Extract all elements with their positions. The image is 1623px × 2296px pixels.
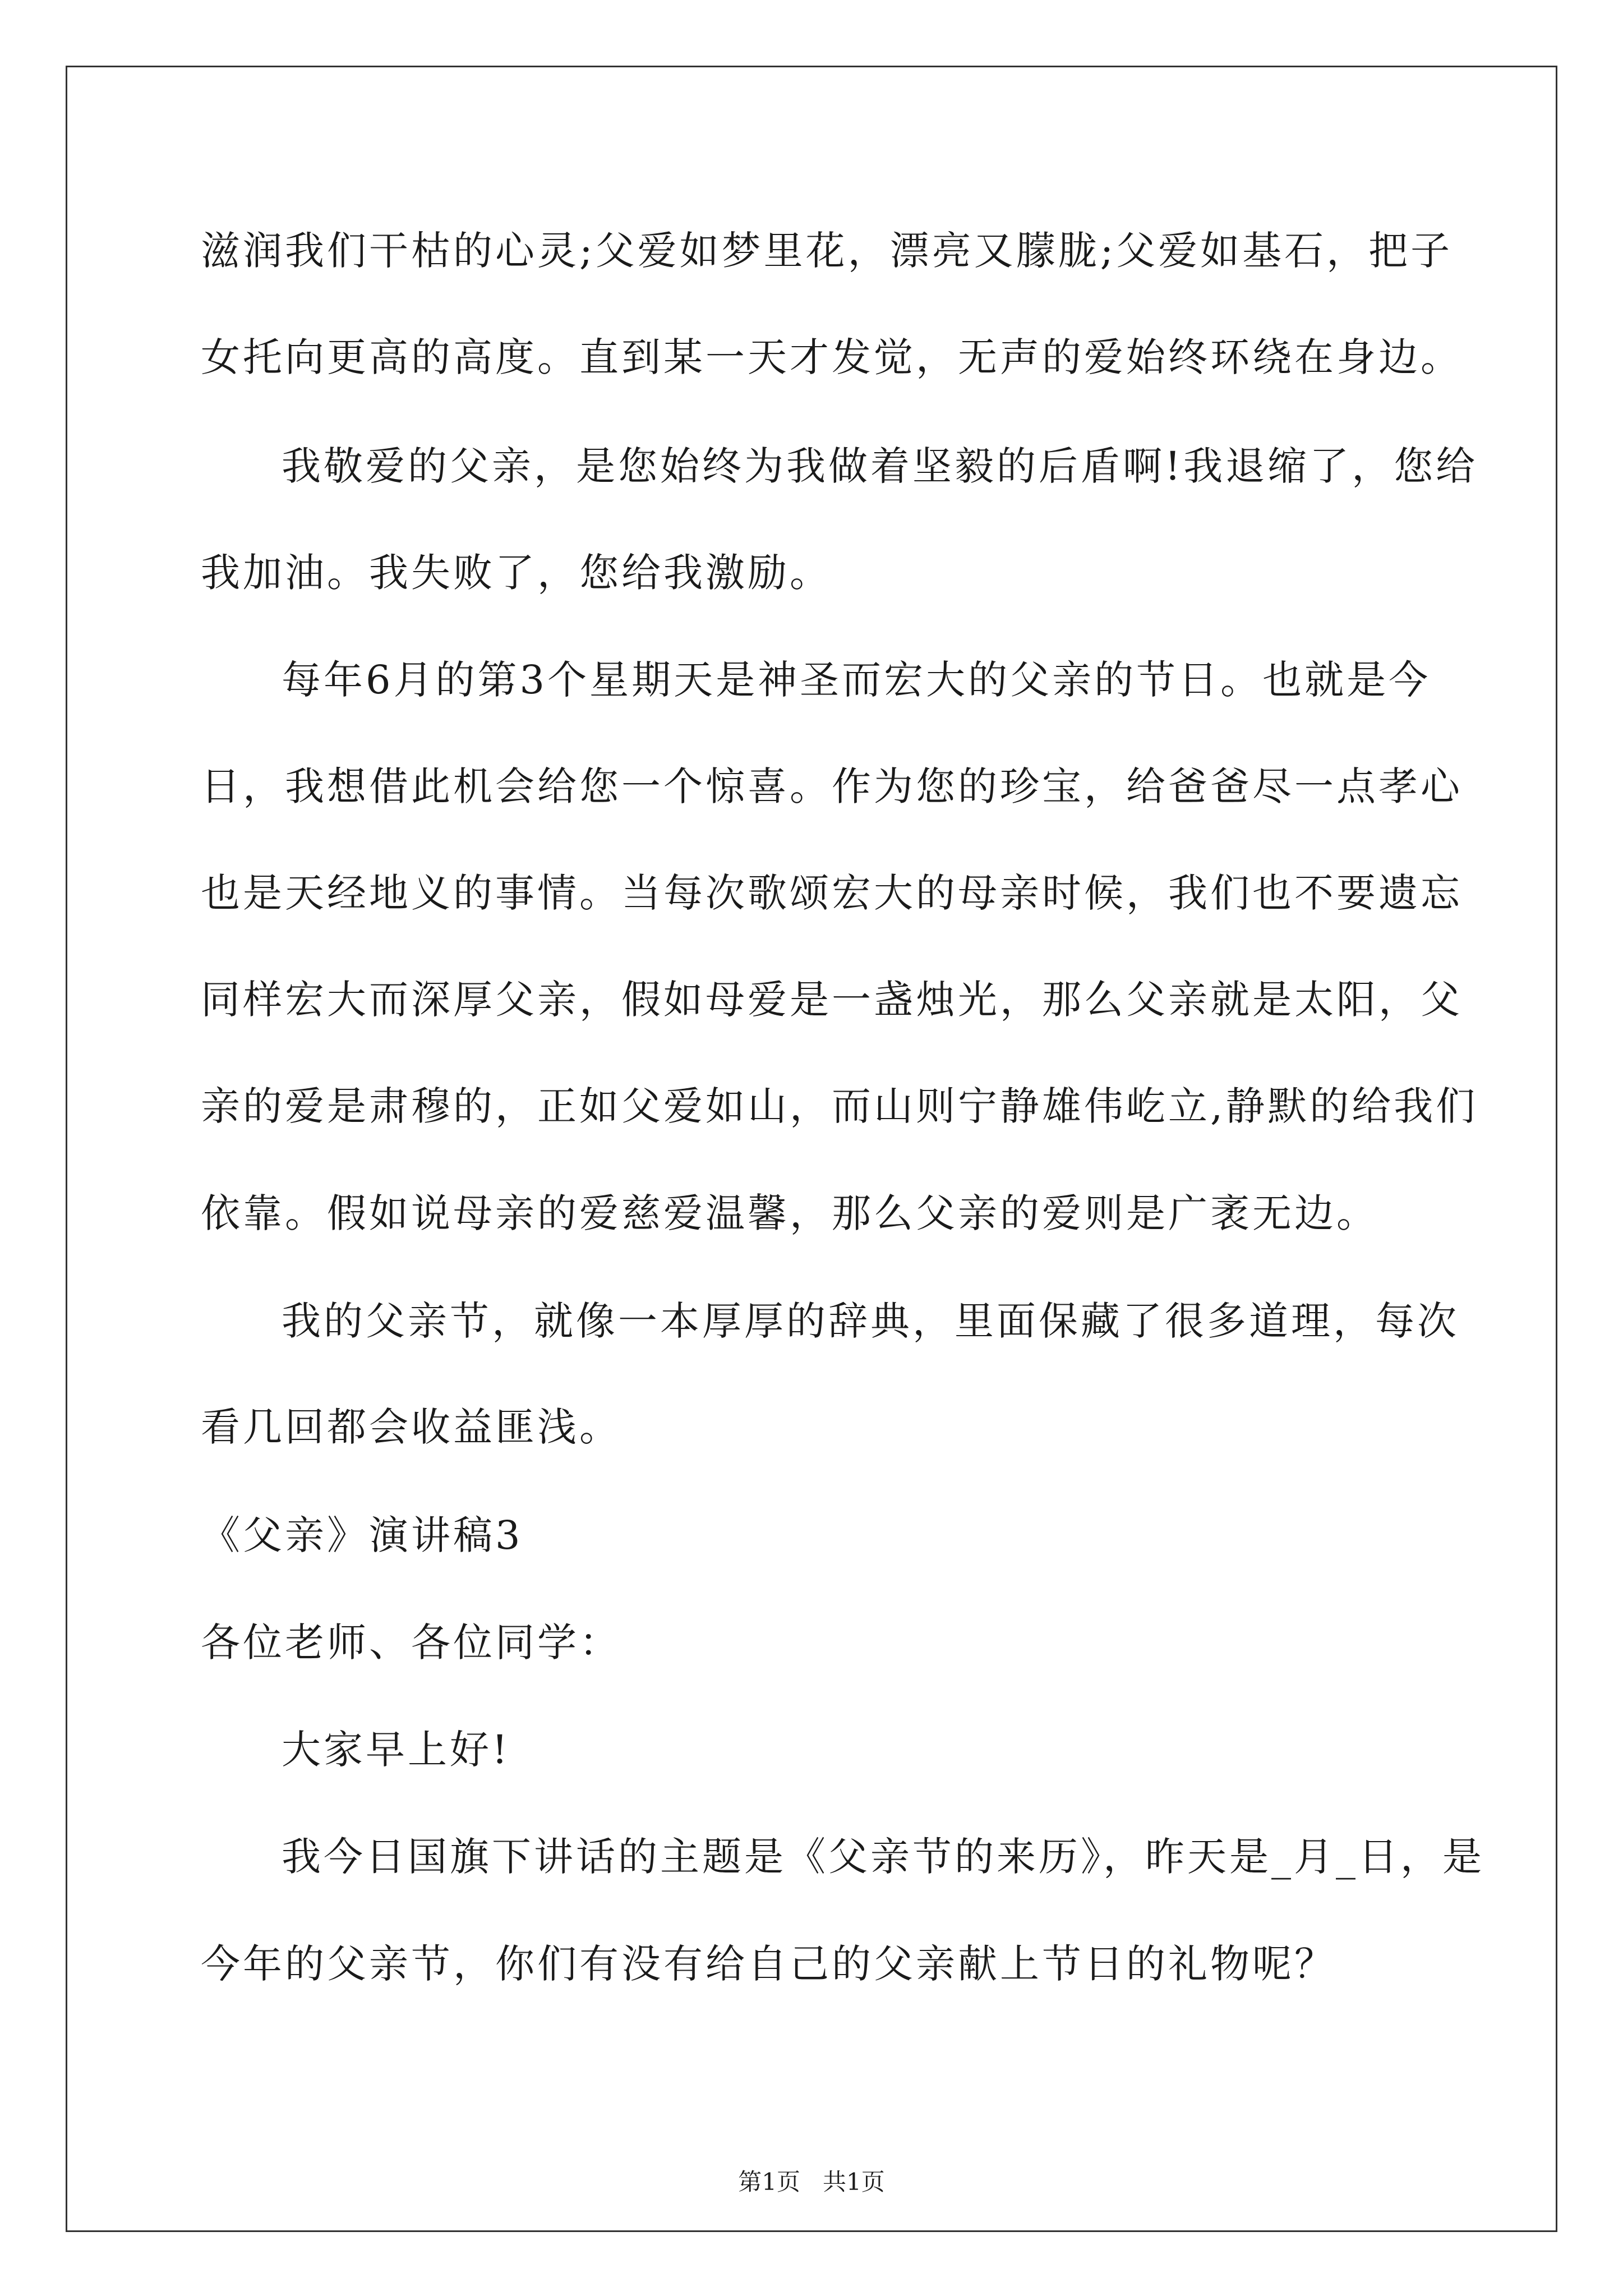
salutation: 各位老师、各位同学： [201, 1619, 621, 1665]
section-title: 《父亲》演讲稿3 [201, 1512, 523, 1558]
text-line-4: 我加油。我失败了，您给我激励。 [201, 550, 832, 596]
page-number: 第1页 [738, 2168, 800, 2196]
text-line-7: 也是天经地义的事情。当每次歌颂宏大的母亲时候，我们也不要遗忘 [201, 870, 1463, 916]
text-line-8: 同样宏大而深厚父亲，假如母爱是一盏烛光，那么父亲就是太阳，父 [201, 977, 1463, 1023]
text-line-11: 我的父亲节，就像一本厚厚的辞典，里面保藏了很多道理，每次 [282, 1298, 1459, 1344]
text-line-12: 看几回都会收益匪浅。 [201, 1404, 621, 1450]
page-total: 共1页 [823, 2168, 885, 2196]
text-line-10: 依靠。假如说母亲的爱慈爱温馨，那么父亲的爱则是广袤无边。 [201, 1190, 1378, 1236]
text-line-2: 女托向更高的高度。直到某一天才发觉，无声的爱始终环绕在身边。 [201, 334, 1463, 380]
text-line-3: 我敬爱的父亲，是您始终为我做着坚毅的后盾啊!我退缩了，您给 [282, 443, 1478, 489]
text-line-1: 滋润我们干枯的心灵;父爱如梦里花，漂亮又朦胧;父爱如基石，把子 [201, 228, 1453, 274]
text-line-6: 日，我想借此机会给您一个惊喜。作为您的珍宝，给爸爸尽一点孝心 [201, 763, 1463, 809]
text-line-9: 亲的爱是肃穆的，正如父爱如山，而山则宁静雄伟屹立,静默的给我们 [201, 1083, 1478, 1129]
text-line-17: 今年的父亲节，你们有没有给自己的父亲献上节日的礼物呢？ [201, 1941, 1336, 1987]
text-line-5: 每年6月的第3个星期天是神圣而宏大的父亲的节日。也就是今 [282, 657, 1431, 703]
greeting: 大家早上好! [282, 1727, 511, 1773]
page-footer [0, 2165, 1623, 2199]
text-line-16: 我今日国旗下讲话的主题是《父亲节的来历》，昨天是_月_日，是 [282, 1834, 1484, 1880]
